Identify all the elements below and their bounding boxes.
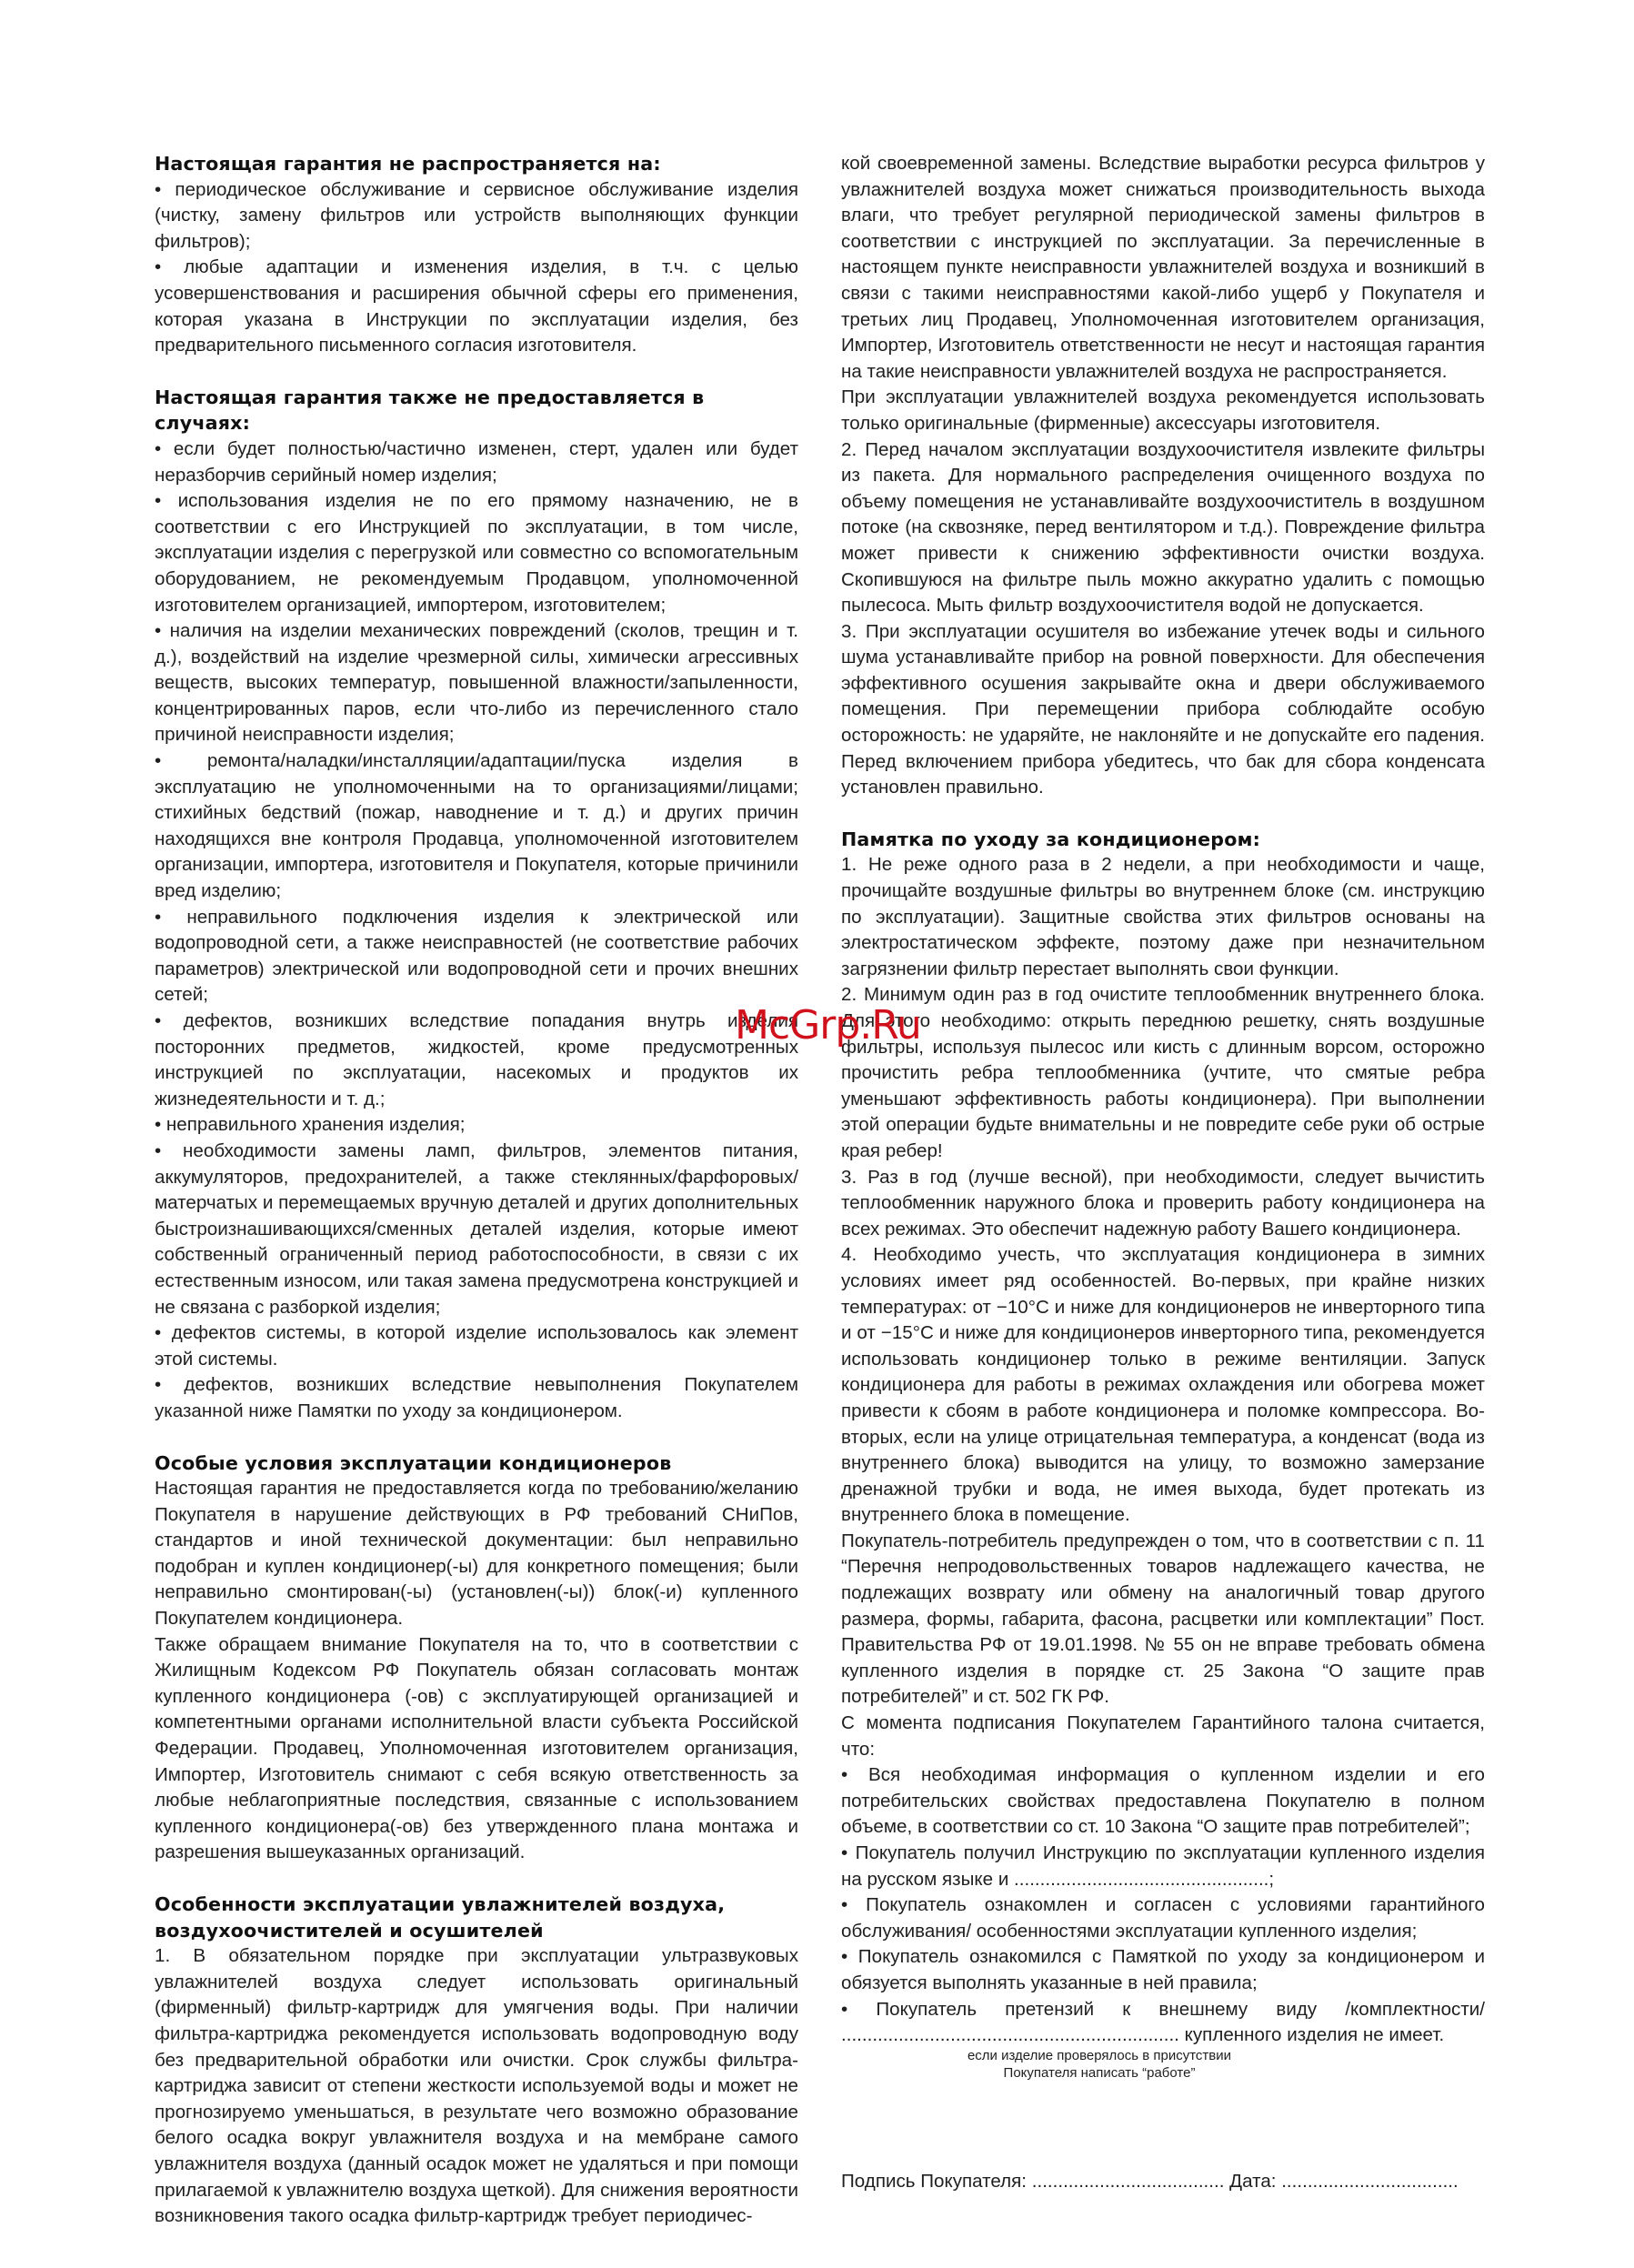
left-column [155, 151, 798, 2230]
list-item: • если будет полностью/частично изменен, стерт, удален или будет неразборчив серийный номер изделия; [155, 437, 798, 486]
list-item: • дефектов, возникших вследствие невыполнения Покупателем указанной ниже Памятки по уходу за кондиционером. [155, 1374, 798, 1421]
paragraph: 1. В обязательном порядке при эксплуатации ультразвуковых увлажнителей воздуха следует использовать оригинальный (фирменный) фильтр-картридж для умягчения воды. При наличии фильтра-картриджа рекомендуется использовать водопроводную воду без предварительной обработки или очистки. Срок службы фильтра-картриджа зависит от степени жесткости используемой воды и может не прогнозируемо уменьшаться, в результате чего возможно образование белого осадка вокруг увлажнителя воздуха и на мембране самого увлажнителя воздуха (данный осадок может не удаляться и при помощи прилагаемой к увлажнителю воздуха щеткой). Для снижения вероятности возникновения такого осадка фильтр-картридж требует периодичес- [155, 1945, 798, 2227]
list-item: • наличия на изделии механических повреждений (сколов, трещин и т. д.), воздействий на изделие чрезмерной силы, химически агрессивных веществ, высоких температур, повышенной влажности/запыленности, концентрированных паров, если что-либо из перечисленного стало причиной неисправности изделия; [155, 620, 798, 746]
list-item: • любые адаптации и изменения изделия, в т.ч. с целью усовершенствования и расширения обычной сферы его применения, которая указана в Инструкции по эксплуатации изделия, без предварительного письменного согласия изготовителя. [155, 256, 798, 356]
heading-humidifiers: Особенности эксплуатации увлажнителей воздуха, воздухоочистителей и осушителей [155, 1893, 726, 1942]
list-item: • Покупатель получил Инструкцию по эксплуатации купленного изделия на русском языке и .................................................; [841, 1842, 1485, 1890]
paragraph: 1. Не реже одного раза в 2 недели, а при необходимости и чаще, прочищайте воздушные фильтры во внутреннем блоке (см. инструкцию по эксплуатации). Защитные свойства этих фильтров основаны на электростатическом эффекте, поэтому даже при незначительном загрязнении фильтр перестает выполнять свои функции. [841, 854, 1485, 979]
list-item: • Покупатель ознакомлен и согласен с условиями гарантийного обслуживания/ особенностями эксплуатации купленного изделия; [841, 1894, 1485, 1942]
paragraph: 4. Необходимо учесть, что эксплуатация кондиционера в зимних условиях имеет ряд особенностей. Во-первых, при крайне низких температурах: от −10°С и ниже для кондиционеров не инверторного типа и от −15°С и ниже для кондиционеров инверторного типа, рекомендуется использовать кондиционер только в режиме вентиляции. Запуск кондиционера для работы в режимах охлаждения или обогрева может привести к сбоям в работе кондиционера и поломке компрессора. Во-вторых, если на улице отрицательная температура, а конденсат (вода из внутреннего блока) выводится на улицу, то возможно замерзание дренажной трубки и вода, не имея выхода, будет протекать из внутреннего блока в помещение. [841, 1244, 1485, 1526]
footnote [841, 2047, 1485, 2082]
list-item: • неправильного хранения изделия; [155, 1114, 466, 1136]
footnote-line: если изделие проверялось в присутствии [967, 2047, 1232, 2063]
list-item: • неправильного подключения изделия к электрической или водопроводной сети, а также неисправностей (не соответствие рабочих параметров) электрической или водопроводной сети и прочих внешних сетей; [155, 906, 798, 1006]
footnote-line: Покупателя написать “работе” [1003, 2064, 1196, 2081]
paragraph: При эксплуатации увлажнителей воздуха рекомендуется использовать только оригинальные (фирменные) аксессуары изготовителя. [841, 386, 1485, 434]
list-item: • дефектов системы, в которой изделие использовалось как элемент этой системы. [155, 1322, 798, 1370]
heading-warranty-not-cover: Настоящая гарантия не распространяется на: [155, 153, 661, 175]
watermark: McGrp.Ru [735, 1002, 921, 1049]
list-item: • периодическое обслуживание и сервисное обслуживание изделия (чистку, замену фильтров или устройств выполняющих функции фильтров); [155, 178, 798, 252]
paragraph: Также обращаем внимание Покупателя на то, что в соответствии с Жилищным Кодексом РФ Покупатель обязан согласовать монтаж купленного кондиционера (-ов) с эксплуатирующей организацией и компетентными органами исполнительной власти субъекта Российской Федерации. Продавец, Уполномоченная изготовителем организация, Импортер, Изготовитель снимают с себя всякую ответственность за любые неблагоприятные последствия, связанные с использованием купленного кондиционера(-ов) без утвержденного плана монтажа и разрешения вышеуказанных организаций. [155, 1633, 798, 1863]
list-item: • использования изделия не по его прямому назначению, не в соответствии с его Инструкцией по эксплуатации, в том числе, эксплуатации изделия с перегрузкой или совместно со вспомогательным оборудованием, не рекомендуемым Продавцом, уполномоченной изготовителем организацией, импортером, изготовителем; [155, 490, 798, 616]
signature-line: Подпись Покупателя: ..................................... Дата: .................................. [841, 2170, 1459, 2192]
paragraph: С момента подписания Покупателем Гарантийного талона считается, что: [841, 1712, 1485, 1760]
list-item: • ремонта/наладки/инсталляции/адаптации/пуска изделия в эксплуатацию не уполномоченными на то организациями/лицами; стихийных бедствий (пожар, наводнение и т. д.) и других причин находящихся вне контроля Продавца, уполномоченной изготовителем организации, импортера, изготовителя и Покупателя, которые причинили вред изделию; [155, 750, 798, 902]
heading-warranty-not-provided: Настоящая гарантия также не предоставляется в случаях: [155, 386, 705, 435]
paragraph: Настоящая гарантия не предоставляется когда по требованию/желанию Покупателя в нарушение действующих в РФ требований СНиПов, стандартов и иной технической документации: был неправильно подобран и куплен кондиционер(-ы) для конкретного помещения; были неправильно смонтирован(-ы) (установлен(-ы)) блок(-и) купленного Покупателем кондиционера. [155, 1478, 798, 1630]
paragraph: 3. При эксплуатации осушителя во избежание утечек воды и сильного шума устанавливайте прибор на ровной поверхности. Для обеспечения эффективного осушения закрывайте окна и двери обслуживаемого помещения. При перемещении прибора соблюдайте особую осторожность: не ударяйте, не наклоняйте и не допускайте его падения. Перед включением прибора убедитесь, что бак для сбора конденсата установлен правильно. [841, 620, 1485, 798]
heading-care-memo: Памятка по уходу за кондиционером: [841, 828, 1261, 850]
list-item: • Вся необходимая информация о купленном изделии и его потребительских свойствах предоставлена Покупателю в полном объеме, в соответствии со ст. 10 Закона “О защите прав потребителей”; [841, 1764, 1485, 1838]
paragraph: 3. Раз в год (лучше весной), при необходимости, следует вычистить теплообменник наружного блока и проверить работу кондиционера на всех режимах. Это обеспечит надежную работу Вашего кондиционера. [841, 1166, 1485, 1239]
paragraph: кой своевременной замены. Вследствие выработки ресурса фильтров у увлажнителей воздуха может снижаться производительность выхода влаги, что требует регулярной периодической замены фильтров в соответствии с инструкцией по эксплуатации. За перечисленные в настоящем пункте неисправности увлажнителей воздуха и возникший в связи с такими неисправностями какой-либо ущерб у Покупателя и третьих лиц Продавец, Уполномоченная изготовителем организация, Импортер, Изготовитель ответственности не несут и настоящая гарантия на такие неисправности увлажнителей воздуха не распространяется. [841, 153, 1485, 382]
paragraph: 2. Минимум один раз в год очистите теплообменник внутреннего блока. Для этого необходимо: открыть переднюю решетку, снять воздушные фильтры, используя пылесос или кисть с длинным ворсом, осторожно прочистить ребра теплообменника (учтите, что смятые ребра уменьшают эффективность работы кондиционера). При выполнении этой операции будьте внимательны и не повредите себе руки об острые края ребер! [841, 984, 1485, 1161]
list-item: • необходимости замены ламп, фильтров, элементов питания, аккумуляторов, предохранителей, а также стеклянных/фарфоровых/матерчатых и перемещаемых вручную деталей и других дополнительных быстроизнашивающихся/сменных деталей изделия, которые имеют собственный ограниченный период работоспособности, в связи с их естественным износом, или такая замена предусмотрена конструкцией и не связана с разборкой изделия; [155, 1139, 798, 1318]
paragraph: 2. Перед началом эксплуатации воздухоочистителя извлеките фильтры из пакета. Для нормального распределения очищенного воздуха по объему помещения не устанавливайте воздухоочиститель в воздушном потоке (на сквозняке, перед вентилятором и т.д.). Повреждение фильтра может привести к снижению эффективности очистки воздуха. Скопившуюся на фильтре пыль можно аккуратно удалить с помощью пылесоса. Мыть фильтр воздухоочистителя водой не допускается. [841, 438, 1485, 617]
list-item: • Покупатель претензий к внешнему виду /комплектности/ ................................................................. купленного изделия не имеет. [841, 1998, 1485, 2046]
list-item: • дефектов, возникших вследствие попадания внутрь изделия посторонних предметов, жидкостей, кроме предусмотренных инструкцией по эксплуатации, насекомых и продуктов их жизнедеятельности и т. д.; [155, 1010, 798, 1109]
right-column [841, 151, 1485, 2194]
paragraph: Покупатель-потребитель предупрежден о том, что в соответствии с п. 11 “Перечня непродовольственных товаров надлежащего качества, не подлежащих возврату или обмену на аналогичный товар другого размера, формы, габарита, фасона, расцветки или комплектации” Пост. Правительства РФ от 19.01.1998. № 55 он не вправе требовать обмена купленного изделия в порядке ст. 25 Закона “О защите прав потребителей” и ст. 502 ГК РФ. [841, 1530, 1485, 1708]
heading-special-conditions: Особые условия эксплуатации кондиционеров [155, 1451, 672, 1474]
list-item: • Покупатель ознакомился с Памяткой по уходу за кондиционером и обязуется выполнять указанные в ней правила; [841, 1946, 1485, 1993]
